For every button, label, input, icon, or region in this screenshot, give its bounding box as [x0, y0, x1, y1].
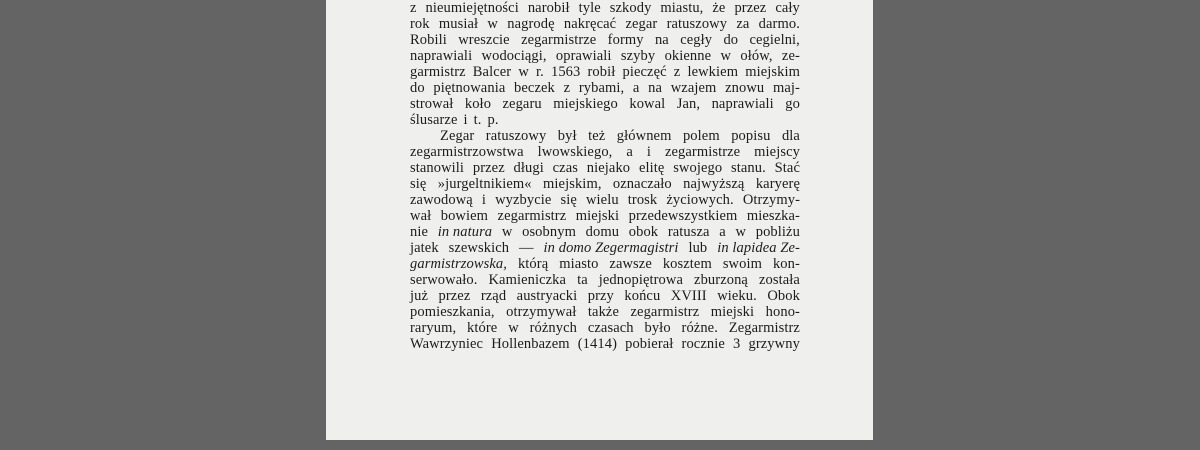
word: niejako [586, 160, 631, 176]
text-line [410, 160, 800, 176]
text-line [410, 0, 800, 16]
word: zegaru [502, 96, 542, 112]
word: trosk [627, 192, 658, 208]
text-line [410, 32, 800, 48]
word: lwowskiego, [537, 144, 613, 160]
word: za [736, 16, 750, 32]
text-line [410, 192, 800, 208]
word: a [626, 144, 633, 160]
word: czas [552, 160, 578, 176]
word: wielu [585, 192, 619, 208]
word: z [673, 64, 681, 80]
word: domu [585, 224, 620, 240]
word: Otrzymy- [742, 192, 800, 208]
word: a [632, 80, 640, 96]
word: koło [464, 96, 492, 112]
word: r. [536, 64, 544, 80]
word: oznaczało [612, 176, 672, 192]
text-line [410, 64, 800, 80]
word: miejskim, [543, 176, 602, 192]
word: popisu [731, 128, 771, 144]
word: wodociągi, [481, 48, 547, 64]
word: Stać [774, 160, 800, 176]
word: cegły [680, 32, 713, 48]
text-line [410, 80, 800, 96]
word: elitę [638, 160, 665, 176]
word: (1414) [577, 336, 617, 352]
word: i [646, 144, 651, 160]
word: Zegarmistrz [728, 320, 800, 336]
word: znowu [725, 80, 765, 96]
word: zawodową [410, 192, 473, 208]
word: było [644, 320, 671, 336]
word: Zegar [440, 128, 475, 144]
word: które [467, 320, 498, 336]
word: lewkiem [687, 64, 739, 80]
word: karyerę [755, 176, 800, 192]
word: Hollenbazem [491, 336, 570, 352]
word: ta [577, 272, 588, 288]
word: dla [781, 128, 800, 144]
word: cegielni, [749, 32, 800, 48]
word: zawsze [609, 256, 652, 272]
word: miejskiego [553, 96, 618, 112]
word: tyle [578, 0, 601, 16]
word: kon- [772, 256, 800, 272]
word: i [481, 192, 487, 208]
word: także [587, 304, 620, 320]
word: musiał [438, 16, 479, 32]
word: wieku. [717, 288, 757, 304]
word: darmo. [758, 16, 800, 32]
word: że [712, 0, 726, 16]
word: którą [517, 256, 549, 272]
word: naprawiali [711, 96, 774, 112]
word: szyby [620, 48, 656, 64]
word: — [519, 240, 534, 256]
word: różnych [529, 320, 578, 336]
word: w [501, 224, 513, 240]
word: do [410, 80, 425, 96]
word: rocznie [681, 336, 725, 352]
text-line [410, 112, 800, 128]
text-line [410, 176, 800, 192]
word: swoim [722, 256, 762, 272]
word: nagrodę [507, 16, 555, 32]
word: pobierał [625, 336, 674, 352]
word: wyzbycie [495, 192, 552, 208]
word: jatek [410, 240, 439, 256]
word: zegarmistrzowstwa [410, 144, 524, 160]
word: Wawrzyniec [410, 336, 484, 352]
word: Jan, [676, 96, 701, 112]
italic-word: in lapidea Ze- [717, 240, 800, 256]
word: na [648, 80, 663, 96]
word: cały [775, 0, 800, 16]
word: miejski [710, 304, 755, 320]
word: 1563 [550, 64, 581, 80]
word: rybami, [578, 80, 625, 96]
word: ratusza [667, 224, 710, 240]
word: czasach [587, 320, 634, 336]
word: Obok [767, 288, 800, 304]
word: wreszcie [458, 32, 510, 48]
text-line [410, 320, 800, 336]
text-line [410, 128, 800, 144]
word: długi [513, 160, 544, 176]
text-line [410, 336, 800, 352]
scanned-page [326, 0, 873, 440]
word: raryum, [410, 320, 457, 336]
word: Balcer [472, 64, 512, 80]
word: był [557, 128, 577, 144]
word: serwowało. [410, 272, 478, 288]
word: z [410, 0, 417, 16]
word: Kamieniczka [488, 272, 567, 288]
text-line [410, 304, 800, 320]
word: nieumiejętności [425, 0, 519, 16]
word: ratuszowy [666, 16, 728, 32]
word: już [410, 288, 429, 304]
word: garmistrz [410, 64, 466, 80]
word: maj- [772, 80, 800, 96]
word: otrzymywał [506, 304, 577, 320]
word: piętnowania [433, 80, 506, 96]
word: ratuszowy [485, 128, 547, 144]
word: na [654, 32, 669, 48]
word: z [563, 80, 571, 96]
word: w [487, 16, 498, 32]
word: austryacki [516, 288, 578, 304]
text-line [410, 96, 800, 112]
word: zegar [625, 16, 658, 32]
text-line [410, 144, 800, 160]
word: oprawiali [555, 48, 612, 64]
word: beczek [514, 80, 555, 96]
word: swojego [673, 160, 723, 176]
word: zegarmistrze [664, 144, 741, 160]
italic-word: in domo Zegermagistri [543, 240, 679, 256]
word: w [720, 48, 732, 64]
word: osobnym [522, 224, 576, 240]
word: miasto [559, 256, 599, 272]
word: kowal [629, 96, 666, 112]
word: formy [607, 32, 644, 48]
word: przez [438, 288, 471, 304]
word: przez [472, 160, 505, 176]
word: szkody [609, 0, 652, 16]
word: się [410, 176, 427, 192]
word: mieszka- [746, 208, 800, 224]
text-line [410, 208, 800, 224]
text-line [410, 16, 800, 32]
word: p. [487, 112, 499, 128]
word: w [518, 64, 529, 80]
text-line [410, 256, 800, 272]
word: narobił [527, 0, 570, 16]
word: wzajem [670, 80, 717, 96]
word: a [719, 224, 726, 240]
word: pieczęć [622, 64, 667, 80]
word: miastu, [660, 0, 704, 16]
word: zegarmistrze [521, 32, 597, 48]
word: nie [410, 224, 429, 240]
word: i [463, 112, 468, 128]
word: się [560, 192, 577, 208]
word: została [758, 272, 800, 288]
word: ze- [781, 48, 800, 64]
word: ślusarze [410, 112, 458, 128]
word: przy [587, 288, 614, 304]
italic-word: in natura [437, 224, 493, 240]
word: miejskim [745, 64, 800, 80]
italic-word: garmistrzowska, [410, 256, 507, 272]
word: stanu. [731, 160, 766, 176]
word: zegarmistrz [497, 208, 567, 224]
word: miejscy [754, 144, 800, 160]
word: bowiem [440, 208, 489, 224]
word: grzywny [748, 336, 800, 352]
word: robił [587, 64, 616, 80]
word: naprawiali [410, 48, 473, 64]
word: najwyższą [683, 176, 745, 192]
text-line [410, 240, 800, 256]
text-line [410, 48, 800, 64]
word: nakręcać [563, 16, 617, 32]
word: szewskich [448, 240, 510, 256]
word: zburzoną [694, 272, 748, 288]
word: przedewszystkiem [628, 208, 738, 224]
word: rok [410, 16, 430, 32]
text-line [410, 288, 800, 304]
word: wał [410, 208, 432, 224]
text-line [410, 224, 800, 240]
word: w [735, 224, 747, 240]
word: lub [688, 240, 708, 256]
word: strował [410, 96, 454, 112]
word: obok [628, 224, 659, 240]
word: ołów, [740, 48, 773, 64]
word: w [508, 320, 519, 336]
word: zegarmistrz [630, 304, 700, 320]
word: hono- [765, 304, 800, 320]
word: t. [473, 112, 482, 128]
word: go [785, 96, 800, 112]
word: pomieszkania, [410, 304, 495, 320]
word: do [723, 32, 739, 48]
word: rząd [480, 288, 507, 304]
word: końcu [624, 288, 661, 304]
word: polem [682, 128, 720, 144]
word: jednopiętrowa [598, 272, 684, 288]
word: »jurgeltnikiem« [437, 176, 532, 192]
word: miejski [575, 208, 620, 224]
word: też [588, 128, 606, 144]
word: pobliżu [755, 224, 800, 240]
word: Robili [410, 32, 447, 48]
word: życiowych. [666, 192, 734, 208]
word: stanowili [410, 160, 465, 176]
word: XVIII [670, 288, 707, 304]
text-line [410, 272, 800, 288]
word: głównem [616, 128, 672, 144]
word: przez [734, 0, 767, 16]
word: kosztem [662, 256, 712, 272]
word: 3 [733, 336, 741, 352]
word: okienne [664, 48, 712, 64]
word: różne. [681, 320, 718, 336]
